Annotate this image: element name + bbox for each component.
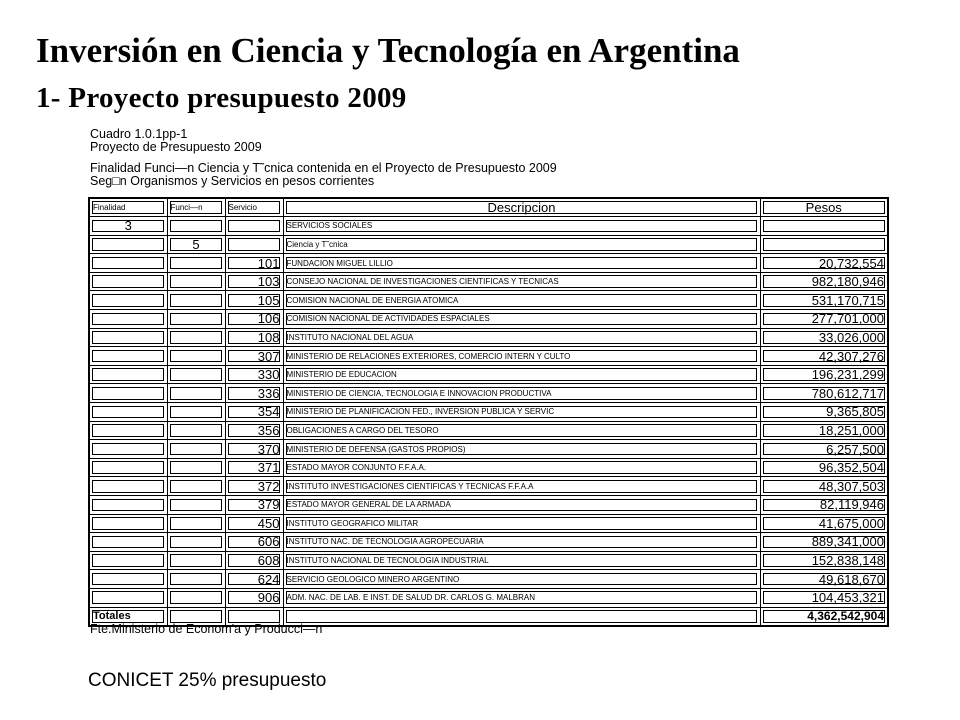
cell-finalidad bbox=[89, 328, 167, 347]
cell-funcion bbox=[167, 328, 225, 347]
cell-pesos: 889,341,000 bbox=[760, 533, 888, 552]
cell-funcion bbox=[167, 551, 225, 570]
col-header-finalidad: Finalidad bbox=[89, 198, 167, 217]
table-row bbox=[89, 533, 888, 552]
table-row bbox=[89, 458, 888, 477]
cell-descripcion: MINISTERIO DE DEFENSA (GASTOS PROPIOS) bbox=[283, 440, 760, 459]
cell-funcion bbox=[167, 254, 225, 273]
cell-pesos: 152,838,148 bbox=[760, 551, 888, 570]
cell-finalidad bbox=[89, 403, 167, 422]
cell-servicio: 336 bbox=[225, 384, 283, 403]
cell-funcion bbox=[167, 365, 225, 384]
cell-pesos: 780,612,717 bbox=[760, 384, 888, 403]
cell-servicio: 108 bbox=[225, 328, 283, 347]
cell-finalidad bbox=[89, 235, 167, 254]
table-row bbox=[89, 514, 888, 533]
table-row bbox=[89, 384, 888, 403]
cell-descripcion: OBLIGACIONES A CARGO DEL TESORO bbox=[283, 421, 760, 440]
cell-funcion bbox=[167, 477, 225, 496]
table-row bbox=[89, 310, 888, 329]
cell-funcion bbox=[167, 588, 225, 607]
cell-finalidad bbox=[89, 440, 167, 459]
table-row bbox=[89, 235, 888, 254]
cell-finalidad bbox=[89, 254, 167, 273]
table-caption-project: Proyecto de Presupuesto 2009 bbox=[90, 140, 262, 154]
table-caption-units: Seg□n Organismos y Servicios en pesos corrientes bbox=[90, 174, 375, 188]
cell-servicio: 307 bbox=[225, 347, 283, 366]
table-row bbox=[89, 588, 888, 607]
cell-funcion bbox=[167, 514, 225, 533]
totals-empty-cell bbox=[283, 607, 760, 626]
cell-servicio: 906 bbox=[225, 588, 283, 607]
page-title: Inversión en Ciencia y Tecnología en Argentina bbox=[36, 31, 740, 70]
cell-pesos: 104,453,321 bbox=[760, 588, 888, 607]
cell-descripcion: INSTITUTO NACIONAL DEL AGUA bbox=[283, 328, 760, 347]
cell-servicio: 354 bbox=[225, 403, 283, 422]
table-row bbox=[89, 403, 888, 422]
cell-descripcion: MINISTERIO DE PLANIFICACION FED., INVERSION PUBLICA Y SERVIC bbox=[283, 403, 760, 422]
cell-servicio: 606 bbox=[225, 533, 283, 552]
cell-pesos: 9,365,805 bbox=[760, 403, 888, 422]
table-row bbox=[89, 328, 888, 347]
cell-finalidad bbox=[89, 458, 167, 477]
cell-descripcion: COMISION NACIONAL DE ENERGIA ATOMICA bbox=[283, 291, 760, 310]
cell-finalidad: 3 bbox=[89, 217, 167, 236]
cell-servicio: 379 bbox=[225, 496, 283, 515]
table-row bbox=[89, 440, 888, 459]
table-row bbox=[89, 570, 888, 589]
cell-descripcion: INSTITUTO INVESTIGACIONES CIENTIFICAS Y TECNICAS F.F.A.A bbox=[283, 477, 760, 496]
table-row bbox=[89, 551, 888, 570]
cell-finalidad bbox=[89, 365, 167, 384]
table-body bbox=[89, 217, 888, 607]
cell-servicio bbox=[225, 235, 283, 254]
cell-pesos bbox=[760, 217, 888, 236]
cell-funcion: 5 bbox=[167, 235, 225, 254]
cell-finalidad bbox=[89, 272, 167, 291]
table-row bbox=[89, 496, 888, 515]
budget-table bbox=[88, 197, 889, 627]
cell-finalidad bbox=[89, 496, 167, 515]
table-header-row bbox=[89, 198, 888, 217]
cell-servicio: 103 bbox=[225, 272, 283, 291]
cell-funcion bbox=[167, 533, 225, 552]
conicet-note: CONICET 25% presupuesto bbox=[88, 670, 327, 691]
cell-pesos: 531,170,715 bbox=[760, 291, 888, 310]
cell-descripcion: MINISTERIO DE CIENCIA, TECNOLOGIA E INNOVACION PRODUCTIVA bbox=[283, 384, 760, 403]
cell-descripcion: ESTADO MAYOR GENERAL DE LA ARMADA bbox=[283, 496, 760, 515]
col-header-descripcion: Descripcion bbox=[283, 198, 760, 217]
cell-finalidad bbox=[89, 533, 167, 552]
table-row bbox=[89, 291, 888, 310]
cell-descripcion: Ciencia y T˜cnica bbox=[283, 235, 760, 254]
cell-descripcion: COMISION NACIONAL DE ACTIVIDADES ESPACIALES bbox=[283, 310, 760, 329]
table-row bbox=[89, 477, 888, 496]
cell-finalidad bbox=[89, 384, 167, 403]
cell-descripcion: MINISTERIO DE EDUCACION bbox=[283, 365, 760, 384]
col-header-funcion: Funci—n bbox=[167, 198, 225, 217]
cell-pesos: 49,618,670 bbox=[760, 570, 888, 589]
cell-pesos: 96,352,504 bbox=[760, 458, 888, 477]
table-row bbox=[89, 272, 888, 291]
cell-pesos: 41,675,000 bbox=[760, 514, 888, 533]
cell-descripcion: INSTITUTO NACIONAL DE TECNOLOGIA INDUSTRIAL bbox=[283, 551, 760, 570]
table-caption-code: Cuadro 1.0.1pp-1 bbox=[90, 127, 188, 141]
col-header-servicio: Servicio bbox=[225, 198, 283, 217]
cell-descripcion: SERVICIOS SOCIALES bbox=[283, 217, 760, 236]
cell-servicio: 106 bbox=[225, 310, 283, 329]
cell-descripcion: INSTITUTO GEOGRAFICO MILITAR bbox=[283, 514, 760, 533]
cell-pesos: 33,026,000 bbox=[760, 328, 888, 347]
cell-pesos: 42,307,276 bbox=[760, 347, 888, 366]
col-header-pesos: Pesos bbox=[760, 198, 888, 217]
cell-funcion bbox=[167, 217, 225, 236]
cell-servicio: 372 bbox=[225, 477, 283, 496]
cell-finalidad bbox=[89, 588, 167, 607]
cell-funcion bbox=[167, 403, 225, 422]
cell-funcion bbox=[167, 272, 225, 291]
cell-servicio bbox=[225, 217, 283, 236]
cell-finalidad bbox=[89, 421, 167, 440]
cell-descripcion: MINISTERIO DE RELACIONES EXTERIORES, COMERCIO INTERN Y CULTO bbox=[283, 347, 760, 366]
cell-funcion bbox=[167, 384, 225, 403]
cell-funcion bbox=[167, 440, 225, 459]
cell-finalidad bbox=[89, 570, 167, 589]
cell-finalidad bbox=[89, 514, 167, 533]
cell-pesos: 277,701,000 bbox=[760, 310, 888, 329]
cell-finalidad bbox=[89, 551, 167, 570]
cell-servicio: 450 bbox=[225, 514, 283, 533]
table-caption-finalidad: Finalidad Funci—n Ciencia y T˜cnica contenida en el Proyecto de Presupuesto 2009 bbox=[90, 161, 557, 175]
cell-pesos: 196,231,299 bbox=[760, 365, 888, 384]
cell-servicio: 370 bbox=[225, 440, 283, 459]
cell-servicio: 330 bbox=[225, 365, 283, 384]
cell-servicio: 105 bbox=[225, 291, 283, 310]
cell-finalidad bbox=[89, 477, 167, 496]
cell-pesos: 20,732,554 bbox=[760, 254, 888, 273]
cell-descripcion: FUNDACION MIGUEL LILLIO bbox=[283, 254, 760, 273]
cell-finalidad bbox=[89, 347, 167, 366]
cell-funcion bbox=[167, 310, 225, 329]
totals-label: Totales bbox=[89, 607, 167, 626]
cell-descripcion: ESTADO MAYOR CONJUNTO F.F.A.A. bbox=[283, 458, 760, 477]
cell-finalidad bbox=[89, 291, 167, 310]
cell-descripcion: INSTITUTO NAC. DE TECNOLOGIA AGROPECUARIA bbox=[283, 533, 760, 552]
cell-pesos bbox=[760, 235, 888, 254]
cell-pesos: 982,180,946 bbox=[760, 272, 888, 291]
cell-servicio: 624 bbox=[225, 570, 283, 589]
page-subtitle: 1- Proyecto presupuesto 2009 bbox=[36, 82, 407, 114]
cell-funcion bbox=[167, 347, 225, 366]
cell-funcion bbox=[167, 496, 225, 515]
source-note: Fte.Ministerio de Econom'a y Producci—n bbox=[90, 622, 323, 636]
cell-descripcion: CONSEJO NACIONAL DE INVESTIGACIONES CIENTIFICAS Y TECNICAS bbox=[283, 272, 760, 291]
cell-funcion bbox=[167, 291, 225, 310]
cell-servicio: 101 bbox=[225, 254, 283, 273]
cell-descripcion: SERVICIO GEOLOGICO MINERO ARGENTINO bbox=[283, 570, 760, 589]
cell-servicio: 356 bbox=[225, 421, 283, 440]
cell-funcion bbox=[167, 421, 225, 440]
table-row bbox=[89, 217, 888, 236]
cell-descripcion: ADM. NAC. DE LAB. E INST. DE SALUD DR. CARLOS G. MALBRAN bbox=[283, 588, 760, 607]
cell-pesos: 18,251,000 bbox=[760, 421, 888, 440]
cell-servicio: 608 bbox=[225, 551, 283, 570]
cell-finalidad bbox=[89, 310, 167, 329]
table-row bbox=[89, 421, 888, 440]
cell-funcion bbox=[167, 458, 225, 477]
totals-value: 4,362,542,904 bbox=[760, 607, 888, 626]
table-row bbox=[89, 365, 888, 384]
cell-pesos: 48,307,503 bbox=[760, 477, 888, 496]
table-row bbox=[89, 347, 888, 366]
cell-pesos: 82,119,946 bbox=[760, 496, 888, 515]
cell-pesos: 6,257,500 bbox=[760, 440, 888, 459]
table-row bbox=[89, 254, 888, 273]
cell-funcion bbox=[167, 570, 225, 589]
cell-servicio: 371 bbox=[225, 458, 283, 477]
